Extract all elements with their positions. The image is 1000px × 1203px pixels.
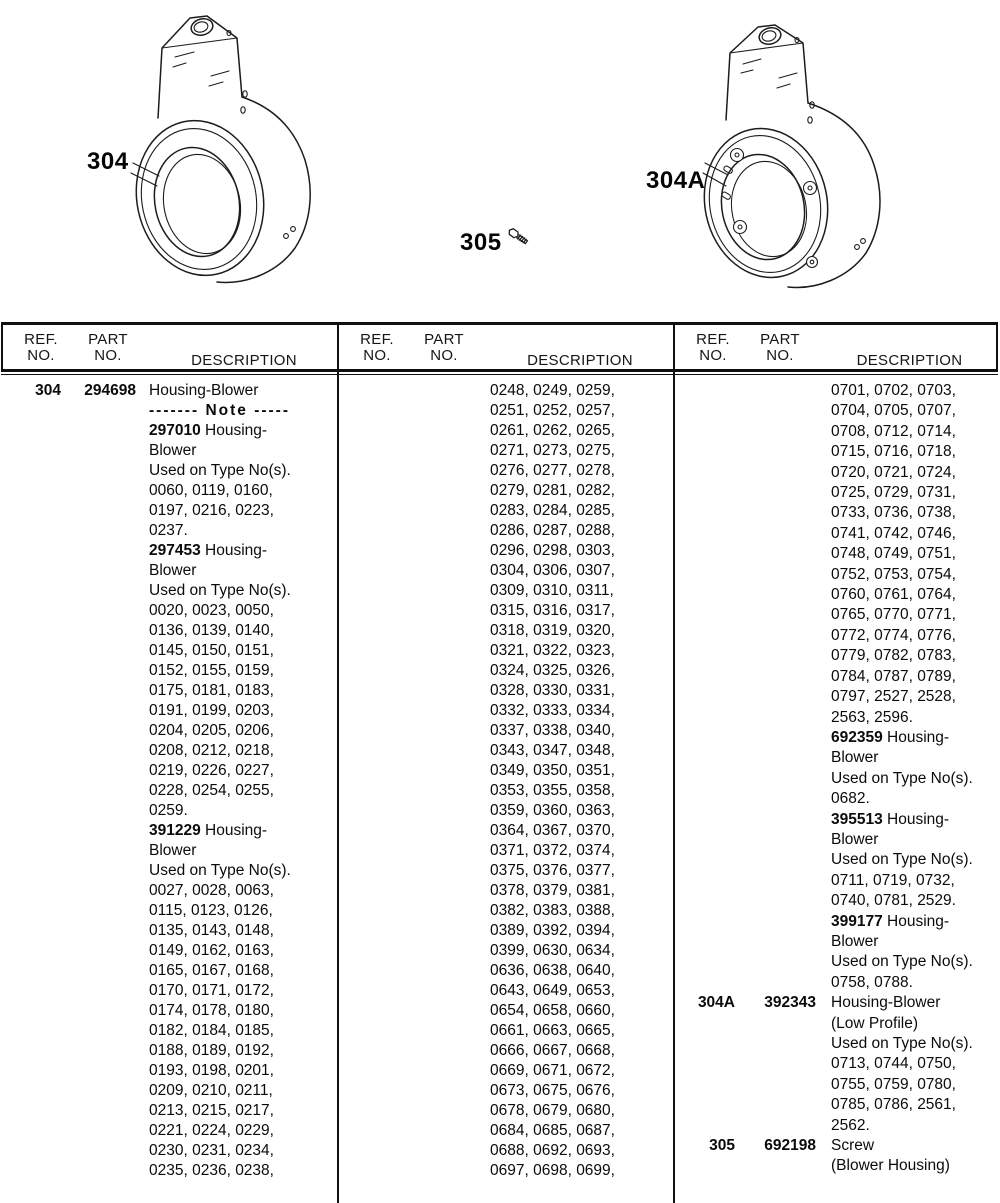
description-line: 0784, 0787, 0789, bbox=[831, 667, 956, 685]
description-line: 0378, 0379, 0381, bbox=[490, 882, 615, 899]
description-line: Used on Type No(s). bbox=[831, 953, 973, 971]
description-line: 0643, 0649, 0653, bbox=[490, 982, 615, 999]
part-no-cell: 392343 bbox=[764, 994, 816, 1012]
description-line: 0191, 0199, 0203, bbox=[149, 702, 274, 719]
description-line: 0755, 0759, 0780, bbox=[831, 1075, 956, 1093]
ref-no-cell bbox=[675, 381, 735, 993]
header-description-label: DESCRIPTION bbox=[191, 351, 297, 369]
description-line: 0752, 0753, 0754, bbox=[831, 565, 956, 583]
figure-label-305: 305 bbox=[460, 229, 502, 256]
description-line: 0666, 0667, 0668, bbox=[490, 1042, 615, 1059]
description-line: 0182, 0184, 0185, bbox=[149, 1022, 274, 1039]
description-line: Used on Type No(s). bbox=[149, 582, 291, 599]
description-line: 0296, 0298, 0303, bbox=[490, 542, 615, 559]
description-line: 0733, 0736, 0738, bbox=[831, 504, 956, 522]
table-row bbox=[339, 381, 673, 1181]
description-line: 0748, 0749, 0751, bbox=[831, 545, 956, 563]
header-part-line1: PART bbox=[424, 331, 464, 348]
description-cell bbox=[482, 381, 673, 1181]
description-line: 0170, 0171, 0172, bbox=[149, 982, 274, 999]
description-line: 0145, 0150, 0151, bbox=[149, 642, 274, 659]
description-line: 0309, 0310, 0311, bbox=[490, 582, 614, 599]
description-line: 0797, 2527, 2528, bbox=[831, 688, 956, 706]
figure-label-304: 304 bbox=[87, 148, 129, 175]
description-line: 0713, 0744, 0750, bbox=[831, 1055, 956, 1073]
description-line: Used on Type No(s). bbox=[831, 851, 973, 869]
description-line: 0654, 0658, 0660, bbox=[490, 1002, 615, 1019]
description-line: 2562. bbox=[831, 1116, 870, 1134]
description-line: 0678, 0679, 0680, bbox=[490, 1102, 615, 1119]
table-row bbox=[675, 1136, 998, 1177]
header-ref-line2: NO. bbox=[27, 346, 55, 364]
description-line: 0758, 0788. bbox=[831, 973, 913, 991]
description-line: 0286, 0287, 0288, bbox=[490, 522, 615, 539]
description-line: 0235, 0236, 0238, bbox=[149, 1162, 274, 1179]
description-line: 0711, 0719, 0732, bbox=[831, 871, 955, 889]
description-line: 0382, 0383, 0388, bbox=[490, 902, 615, 919]
description-line: 0324, 0325, 0326, bbox=[490, 662, 615, 679]
part-no-cell bbox=[399, 381, 482, 1181]
ref-no-cell: 304A bbox=[697, 994, 735, 1012]
description-line: 0248, 0249, 0259, bbox=[490, 382, 615, 399]
description-line: 0279, 0281, 0282, bbox=[490, 482, 615, 499]
table-column-group-3 bbox=[673, 325, 998, 1203]
description-line: 0174, 0178, 0180, bbox=[149, 1002, 274, 1019]
description-line: 2563, 2596. bbox=[831, 708, 913, 726]
description-line: Housing-Blower bbox=[831, 994, 941, 1012]
description-line: 0389, 0392, 0394, bbox=[490, 922, 615, 939]
description-line: 0720, 0721, 0724, bbox=[831, 463, 956, 481]
description-line: 297453 Housing- bbox=[149, 542, 268, 559]
description-line: 0318, 0319, 0320, bbox=[490, 622, 615, 639]
description-line: 0188, 0189, 0192, bbox=[149, 1042, 274, 1059]
description-line: 0328, 0330, 0331, bbox=[490, 682, 615, 699]
description-line: 0115, 0123, 0126, bbox=[149, 902, 273, 919]
description-line: 0230, 0231, 0234, bbox=[149, 1142, 274, 1159]
figure-label-304a: 304A bbox=[646, 167, 706, 194]
table-row bbox=[675, 381, 998, 993]
description-line: Used on Type No(s). bbox=[831, 1035, 973, 1052]
description-line: 0349, 0350, 0351, bbox=[490, 762, 615, 779]
header-part-line2: NO. bbox=[94, 346, 122, 364]
table-body-column-1 bbox=[1, 374, 337, 1181]
description-line: 0193, 0198, 0201, bbox=[149, 1062, 274, 1079]
description-line: (Low Profile) bbox=[831, 1014, 918, 1032]
description-line: 0673, 0675, 0676, bbox=[490, 1082, 615, 1099]
header-description bbox=[151, 332, 337, 369]
description-line: 0315, 0316, 0317, bbox=[490, 602, 615, 619]
description-line: Screw bbox=[831, 1137, 875, 1155]
description-line: 0209, 0210, 0211, bbox=[149, 1082, 273, 1099]
description-line: 391229 Housing- bbox=[149, 822, 268, 839]
blower-housing-304a-illustration bbox=[700, 15, 890, 310]
description-line: 0688, 0692, 0693, bbox=[490, 1142, 615, 1159]
description-line: 0337, 0338, 0340, bbox=[490, 722, 615, 739]
description-line: 0741, 0742, 0746, bbox=[831, 524, 956, 542]
description-line: Used on Type No(s). bbox=[831, 769, 973, 787]
description-line: 0208, 0212, 0218, bbox=[149, 742, 274, 759]
description-line: Blower bbox=[149, 842, 197, 859]
blower-housing-304a-drawing bbox=[700, 15, 890, 310]
description-line: 0135, 0143, 0148, bbox=[149, 922, 274, 939]
description-line: 0271, 0273, 0275, bbox=[490, 442, 615, 459]
description-line: Blower bbox=[831, 932, 879, 950]
table-column-group-2 bbox=[337, 325, 673, 1203]
header-description bbox=[823, 332, 996, 369]
ref-no-cell: 304 bbox=[35, 382, 61, 399]
description-line: Used on Type No(s). bbox=[149, 462, 291, 479]
table-header bbox=[1, 325, 337, 372]
table-header bbox=[675, 325, 998, 372]
description-line: 0697, 0698, 0699, bbox=[490, 1162, 615, 1179]
header-description-label: DESCRIPTION bbox=[527, 351, 633, 369]
description-line: 0772, 0774, 0776, bbox=[831, 626, 956, 644]
description-line: 0261, 0262, 0265, bbox=[490, 422, 615, 439]
blower-housing-304-illustration bbox=[125, 5, 325, 295]
description-line: Blower bbox=[831, 830, 879, 848]
description-line: 0136, 0139, 0140, bbox=[149, 622, 274, 639]
description-line: 0251, 0252, 0257, bbox=[490, 402, 615, 419]
description-line: ------- Note ----- bbox=[149, 402, 290, 419]
header-ref-line1: REF. bbox=[360, 331, 394, 348]
header-part-line1: PART bbox=[88, 331, 128, 348]
ref-no-cell: 305 bbox=[709, 1137, 735, 1155]
description-line: 0636, 0638, 0640, bbox=[490, 962, 615, 979]
table-body-column-3 bbox=[675, 374, 998, 1177]
table-header bbox=[339, 325, 673, 372]
description-line: Blower bbox=[149, 562, 197, 579]
header-part-line1: PART bbox=[760, 331, 800, 348]
header-part-line2: NO. bbox=[766, 346, 794, 364]
description-line: 0669, 0671, 0672, bbox=[490, 1062, 615, 1079]
description-line: 0237. bbox=[149, 522, 188, 539]
ref-no-cell bbox=[339, 381, 399, 1181]
description-line: 0152, 0155, 0159, bbox=[149, 662, 274, 679]
description-line: 0371, 0372, 0374, bbox=[490, 842, 615, 859]
description-line: 0204, 0205, 0206, bbox=[149, 722, 274, 739]
description-line: 0027, 0028, 0063, bbox=[149, 882, 274, 899]
description-line: 0765, 0770, 0771, bbox=[831, 606, 956, 624]
header-description-label: DESCRIPTION bbox=[856, 351, 963, 369]
description-line: 0359, 0360, 0363, bbox=[490, 802, 615, 819]
description-line: 0353, 0355, 0358, bbox=[490, 782, 615, 799]
description-line: 0175, 0181, 0183, bbox=[149, 682, 274, 699]
table-row bbox=[1, 381, 337, 1181]
header-description bbox=[487, 332, 673, 369]
description-line: 0197, 0216, 0223, bbox=[149, 502, 274, 519]
part-no-cell bbox=[735, 381, 818, 993]
description-line: 0020, 0023, 0050, bbox=[149, 602, 274, 619]
description-line: 0760, 0761, 0764, bbox=[831, 586, 956, 604]
header-ref-no bbox=[675, 332, 737, 369]
description-line: 0221, 0224, 0229, bbox=[149, 1122, 274, 1139]
description-line: Blower bbox=[831, 749, 879, 767]
table-body-column-2 bbox=[339, 374, 673, 1181]
description-cell bbox=[818, 993, 998, 1136]
description-line: Housing-Blower bbox=[149, 382, 259, 399]
table-column-group-1 bbox=[1, 325, 337, 1203]
description-line: 0321, 0322, 0323, bbox=[490, 642, 615, 659]
description-line: 0708, 0712, 0714, bbox=[831, 422, 956, 440]
description-line: 0343, 0347, 0348, bbox=[490, 742, 615, 759]
description-line: 399177 Housing- bbox=[831, 912, 950, 930]
screw-305-illustration bbox=[503, 227, 533, 257]
header-part-line2: NO. bbox=[430, 346, 458, 364]
description-cell bbox=[144, 381, 337, 1181]
table-row bbox=[675, 993, 998, 1136]
description-line: 0228, 0254, 0255, bbox=[149, 782, 274, 799]
header-ref-line2: NO. bbox=[699, 346, 727, 364]
header-ref-line1: REF. bbox=[24, 331, 58, 348]
description-line: 0332, 0333, 0334, bbox=[490, 702, 615, 719]
description-line: 0283, 0284, 0285, bbox=[490, 502, 615, 519]
screw-icon bbox=[503, 227, 533, 257]
description-line: 0259. bbox=[149, 802, 188, 819]
header-ref-no bbox=[3, 332, 65, 369]
description-line: 0779, 0782, 0783, bbox=[831, 647, 956, 665]
description-cell bbox=[818, 381, 998, 993]
description-line: 0785, 0786, 2561, bbox=[831, 1096, 956, 1114]
description-line: 0399, 0630, 0634, bbox=[490, 942, 615, 959]
description-line: (Blower Housing) bbox=[831, 1157, 950, 1175]
description-line: 0684, 0685, 0687, bbox=[490, 1122, 615, 1139]
description-line: 297010 Housing- bbox=[149, 422, 268, 439]
description-line: 0725, 0729, 0731, bbox=[831, 484, 956, 502]
header-ref-line2: NO. bbox=[363, 346, 391, 364]
description-line: 0715, 0716, 0718, bbox=[831, 443, 956, 461]
header-part-no bbox=[401, 332, 487, 369]
description-line: 0682. bbox=[831, 790, 870, 808]
description-line: 0149, 0162, 0163, bbox=[149, 942, 274, 959]
description-line: Used on Type No(s). bbox=[149, 862, 291, 879]
description-line: 0704, 0705, 0707, bbox=[831, 402, 956, 420]
description-line: 0276, 0277, 0278, bbox=[490, 462, 615, 479]
description-line: 0060, 0119, 0160, bbox=[149, 482, 273, 499]
description-line: 0304, 0306, 0307, bbox=[490, 562, 615, 579]
header-part-no bbox=[65, 332, 151, 369]
description-line: 0165, 0167, 0168, bbox=[149, 962, 274, 979]
part-no-cell: 692198 bbox=[764, 1137, 816, 1155]
description-line: 395513 Housing- bbox=[831, 810, 950, 828]
description-line: Blower bbox=[149, 442, 197, 459]
description-line: 0661, 0663, 0665, bbox=[490, 1022, 615, 1039]
description-line: 0375, 0376, 0377, bbox=[490, 862, 615, 879]
header-ref-no bbox=[339, 332, 401, 369]
part-no-cell: 294698 bbox=[84, 382, 136, 399]
description-line: 0364, 0367, 0370, bbox=[490, 822, 615, 839]
description-cell bbox=[818, 1136, 998, 1177]
blower-housing-304-drawing bbox=[125, 5, 325, 295]
header-part-no bbox=[737, 332, 823, 369]
parts-table bbox=[1, 322, 998, 1203]
description-line: 0701, 0702, 0703, bbox=[831, 382, 956, 399]
description-line: 0740, 0781, 2529. bbox=[831, 892, 956, 910]
description-line: 0213, 0215, 0217, bbox=[149, 1102, 274, 1119]
description-line: 692359 Housing- bbox=[831, 728, 950, 746]
description-line: 0219, 0226, 0227, bbox=[149, 762, 274, 779]
header-ref-line1: REF. bbox=[696, 331, 730, 348]
